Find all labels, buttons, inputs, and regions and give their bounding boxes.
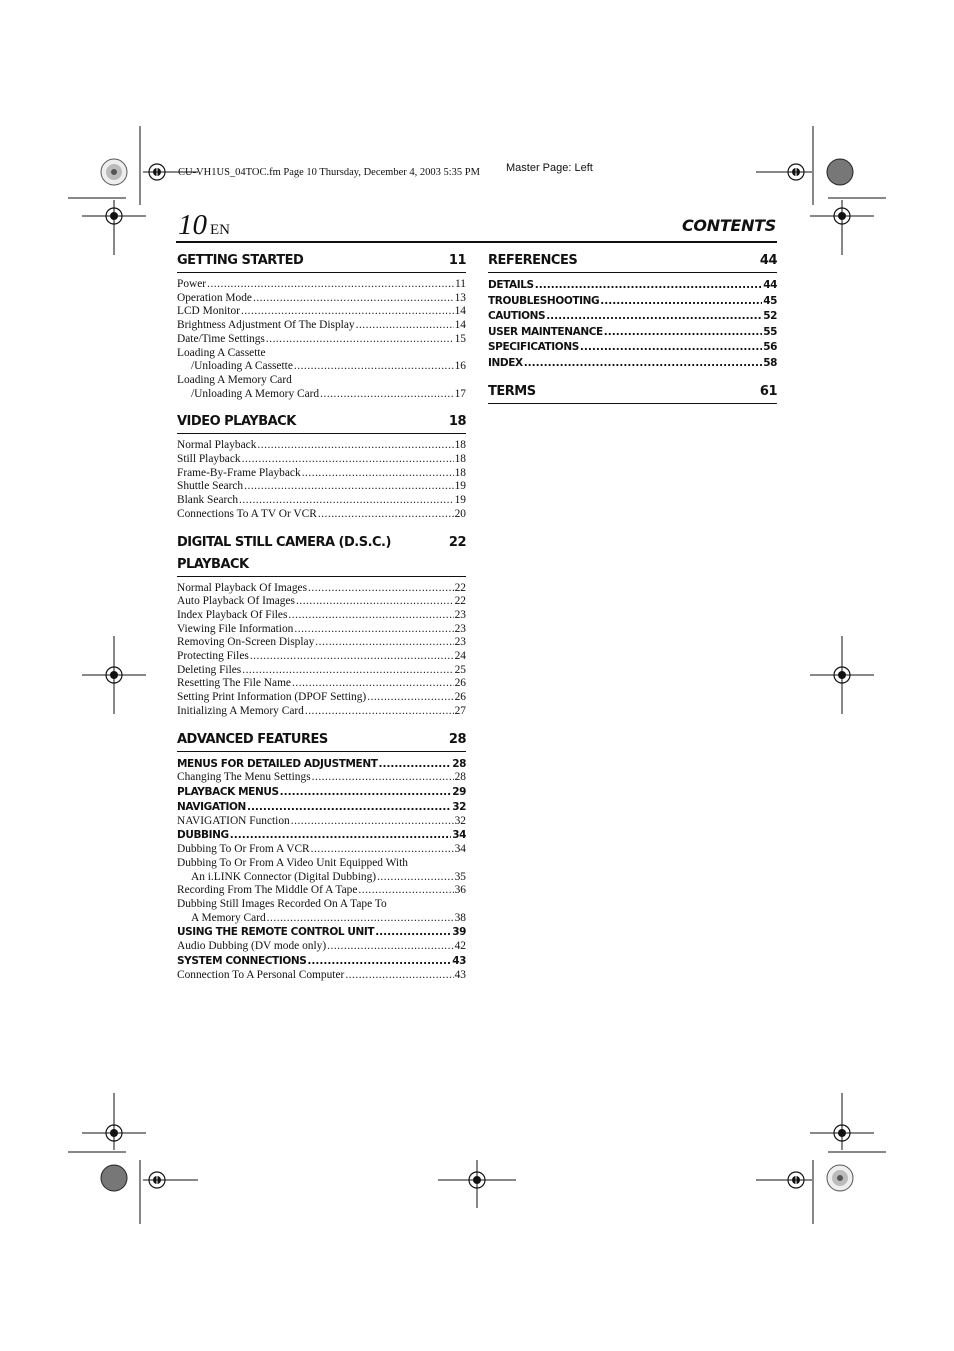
section-page: 28	[448, 731, 466, 747]
toc-entry-text: Changing The Menu Settings	[177, 771, 311, 784]
dot-leader	[345, 969, 453, 983]
toc-section-getting-started	[177, 250, 466, 401]
dot-leader	[250, 650, 454, 664]
section-page: 61	[759, 384, 777, 399]
dot-leader	[292, 677, 454, 691]
toc-entry[interactable]	[177, 757, 466, 772]
toc-entry-page: 32	[454, 814, 466, 827]
dot-leader	[257, 439, 453, 453]
title-rule	[176, 241, 777, 243]
toc-entry-page: 38	[454, 911, 466, 924]
dot-leader	[253, 292, 454, 306]
toc-entry[interactable]	[177, 609, 466, 623]
toc-entry-text: LCD Monitor	[177, 305, 240, 318]
toc-entry[interactable]	[177, 940, 466, 954]
toc-entry[interactable]	[177, 636, 466, 650]
dot-leader	[312, 771, 454, 785]
dot-leader	[315, 636, 453, 650]
toc-entry-page: 56	[763, 341, 777, 353]
dot-leader	[524, 356, 763, 372]
toc-entry-page: 52	[763, 310, 777, 322]
toc-entry-text: Deleting Files	[177, 663, 242, 676]
toc-entry-page: 17	[454, 387, 466, 400]
toc-entry[interactable]	[177, 453, 466, 467]
toc-entry[interactable]	[177, 969, 466, 983]
toc-entry-page: 20	[454, 507, 466, 520]
toc-entry[interactable]	[177, 347, 466, 361]
toc-entry-page: 18	[454, 466, 466, 479]
dot-leader	[302, 467, 454, 481]
section-page: 18	[448, 414, 466, 430]
dot-leader	[296, 595, 454, 609]
toc-entry-page: 34	[454, 843, 466, 856]
toc-entry-page: 26	[454, 691, 466, 704]
toc-entry-page: 27	[454, 704, 466, 717]
toc-entry-text: Protecting Files	[177, 650, 249, 663]
toc-section-advanced-features	[177, 729, 466, 983]
toc-entry[interactable]	[177, 664, 466, 678]
toc-section-terms	[488, 381, 777, 404]
section-heading[interactable]	[177, 411, 466, 434]
toc-entry[interactable]	[177, 494, 466, 508]
dot-leader	[244, 480, 453, 494]
section-heading[interactable]	[488, 381, 777, 404]
toc-entry-page: 22	[454, 581, 466, 594]
section-title: TERMS	[488, 384, 536, 399]
toc-entry-page: 29	[452, 786, 466, 799]
toc-entry-page: 35	[454, 870, 466, 883]
dot-leader	[311, 843, 454, 857]
dot-leader	[600, 294, 762, 310]
toc-entry-text: Loading A Cassette	[177, 346, 266, 359]
toc-entry[interactable]	[177, 582, 466, 596]
toc-entry-page: 39	[452, 926, 466, 939]
toc-entry-text: SPECIFICATIONS	[488, 341, 579, 353]
toc-entry-text: INDEX	[488, 356, 523, 369]
toc-entry-page: 58	[763, 356, 777, 369]
toc-entry-page: 18	[454, 453, 466, 466]
toc-entry-page: 18	[454, 439, 466, 452]
toc-entry-page: 55	[763, 325, 777, 338]
page-title: CONTENTS	[681, 216, 776, 235]
toc-entry[interactable]	[177, 650, 466, 664]
toc-entry-page: 44	[763, 279, 777, 291]
toc-entry-text: /Unloading A Cassette	[191, 360, 293, 373]
toc-entry-text: Audio Dubbing (DV mode only)	[177, 940, 327, 953]
dot-leader	[247, 800, 451, 815]
toc-entry-text: /Unloading A Memory Card	[191, 387, 320, 400]
section-page: 22	[448, 534, 466, 550]
toc-entry[interactable]	[177, 508, 466, 522]
dot-leader	[356, 319, 454, 333]
toc-entry-text: DUBBING	[177, 829, 229, 842]
dot-leader	[378, 757, 451, 772]
dot-leader	[327, 940, 453, 954]
toc-entry[interactable]	[488, 294, 777, 310]
page-number-value: 10	[178, 209, 207, 241]
toc-entry[interactable]	[177, 319, 466, 333]
dot-leader	[267, 912, 454, 926]
section-title: REFERENCES	[488, 253, 578, 268]
toc-entry-page: 24	[454, 650, 466, 663]
toc-entry-text: Still Playback	[177, 453, 241, 466]
toc-entry[interactable]	[177, 785, 466, 800]
toc-entry-text: Viewing File Information	[177, 622, 294, 635]
page-language: EN	[210, 222, 230, 238]
toc-entry[interactable]	[177, 884, 466, 898]
toc-entry-text: An i.LINK Connector (Digital Dubbing)	[191, 870, 377, 883]
toc-entry-text: Index Playback Of Files	[177, 608, 288, 621]
dot-leader	[242, 453, 454, 467]
toc-entry-text: Removing On-Screen Display	[177, 636, 315, 649]
toc-entry-page: 26	[454, 677, 466, 690]
toc-entry-page: 36	[454, 884, 466, 897]
toc-entry-text: Date/Time Settings	[177, 332, 265, 345]
dot-leader	[546, 309, 762, 325]
toc-entry[interactable]	[177, 360, 466, 374]
toc-entry-text: Shuttle Search	[177, 480, 244, 493]
toc-entry-page: 13	[454, 291, 466, 304]
dot-leader	[207, 278, 454, 292]
dot-leader	[241, 305, 454, 319]
toc-entry-page: 22	[454, 595, 466, 608]
toc-entry[interactable]	[177, 815, 466, 829]
toc-entry[interactable]	[177, 771, 466, 785]
section-title: GETTING STARTED	[177, 253, 304, 268]
toc-entry[interactable]	[177, 954, 466, 969]
toc-entry-page: 28	[454, 771, 466, 784]
section-heading[interactable]	[177, 250, 466, 273]
section-heading[interactable]	[488, 250, 777, 273]
toc-entry[interactable]	[488, 356, 777, 372]
toc-entry-text: Dubbing Still Images Recorded On A Tape To	[177, 897, 387, 910]
dot-leader	[320, 388, 453, 402]
toc-entry-text: TROUBLESHOOTING	[488, 294, 600, 307]
toc-entry[interactable]	[177, 843, 466, 857]
dot-leader	[375, 925, 451, 940]
dot-leader	[307, 954, 451, 969]
toc-entry-page: 34	[452, 829, 466, 842]
dot-leader	[294, 623, 453, 637]
dot-leader	[305, 705, 454, 719]
toc-entry[interactable]	[177, 898, 466, 912]
toc-entry-text: Normal Playback Of Images	[177, 581, 308, 594]
toc-entry-page: 43	[454, 968, 466, 981]
dot-leader	[288, 609, 453, 623]
toc-entry[interactable]	[177, 691, 466, 705]
toc-entry-text: Frame-By-Frame Playback	[177, 466, 301, 479]
toc-entry-text: Normal Playback	[177, 439, 257, 452]
toc-section-video-playback	[177, 411, 466, 521]
toc-entry-text: Loading A Memory Card	[177, 373, 292, 386]
toc-entry-page: 45	[763, 294, 777, 307]
toc-entry-page: 19	[454, 494, 466, 507]
dot-leader	[230, 828, 451, 843]
toc-entry[interactable]	[177, 623, 466, 637]
toc-entry-text: NAVIGATION	[177, 800, 246, 813]
toc-entry-text: MENUS FOR DETAILED ADJUSTMENT	[177, 757, 378, 770]
toc-entry[interactable]	[177, 439, 466, 453]
toc-entry-page: 23	[454, 622, 466, 635]
toc-entry-page: 28	[452, 757, 466, 770]
toc-entry-text: Dubbing To Or From A Video Unit Equipped With	[177, 856, 408, 869]
toc-entry-text: Blank Search	[177, 494, 239, 507]
toc-entry-text: Power	[177, 278, 207, 290]
toc-entry-text: Auto Playback Of Images	[177, 595, 295, 608]
dot-leader	[308, 582, 454, 596]
section-title: ADVANCED FEATURES	[177, 731, 328, 747]
toc-entry-text: Setting Print Information (DPOF Setting)	[177, 691, 367, 704]
dot-leader	[535, 278, 762, 294]
toc-entry[interactable]	[177, 278, 466, 292]
toc-section-references	[488, 250, 777, 371]
toc-entry-text: DETAILS	[488, 279, 534, 291]
toc-entry[interactable]	[177, 857, 466, 871]
toc-entry[interactable]	[488, 278, 777, 294]
section-page: 11	[448, 253, 466, 268]
toc-entry-text: A Memory Card	[191, 911, 266, 924]
toc-entry-text: CAUTIONS	[488, 310, 546, 322]
section-title: VIDEO PLAYBACK	[177, 414, 296, 430]
toc-entry-page: 11	[455, 278, 466, 290]
dot-leader	[266, 333, 454, 347]
dot-leader	[604, 325, 762, 341]
toc-entry[interactable]	[488, 340, 777, 356]
master-page-label: Master Page: Left	[506, 162, 593, 174]
toc-entry[interactable]	[177, 800, 466, 815]
toc-entry-text: Recording From The Middle Of A Tape	[177, 884, 358, 897]
toc-entry-page: 43	[452, 954, 466, 967]
toc-entry[interactable]	[177, 480, 466, 494]
toc-entry[interactable]	[177, 828, 466, 843]
toc-entry-page: 25	[454, 663, 466, 676]
dot-leader	[580, 340, 762, 356]
toc-entry-page: 14	[454, 305, 466, 318]
toc-entry-text: Brightness Adjustment Of The Display	[177, 319, 355, 332]
toc-entry-text: Resetting The File Name	[177, 677, 291, 690]
toc-entry-text: Operation Mode	[177, 291, 252, 304]
toc-entry-text: Connection To A Personal Computer	[177, 968, 345, 981]
dot-leader	[291, 815, 454, 829]
toc-entry-page: 42	[454, 940, 466, 953]
dot-leader	[294, 360, 454, 374]
dot-leader	[377, 871, 454, 885]
toc-entry[interactable]	[177, 374, 466, 388]
dot-leader	[367, 691, 453, 705]
toc-entry[interactable]	[177, 388, 466, 402]
dot-leader	[318, 508, 454, 522]
toc-entry-page: 14	[454, 319, 466, 332]
toc-section-digital-still-camera-d-s-c-playback	[177, 532, 466, 719]
toc-entry[interactable]	[177, 871, 466, 885]
toc-entry-page: 32	[452, 800, 466, 813]
toc-entry-text: Connections To A TV Or VCR	[177, 507, 317, 520]
toc-entry[interactable]	[177, 677, 466, 691]
toc-entry-text: Initializing A Memory Card	[177, 704, 304, 717]
toc-entry-text: USER MAINTENANCE	[488, 325, 603, 338]
dot-leader	[239, 494, 454, 508]
toc-entry-page: 15	[454, 332, 466, 345]
toc-entry[interactable]	[177, 925, 466, 940]
toc-entry-text: NAVIGATION Function	[177, 814, 290, 827]
dot-leader	[242, 664, 453, 678]
toc-entry[interactable]	[177, 305, 466, 319]
dot-leader	[358, 884, 453, 898]
section-heading[interactable]	[177, 729, 466, 752]
section-heading[interactable]	[177, 532, 466, 577]
right-column	[488, 250, 777, 404]
toc-entry-page: 16	[454, 360, 466, 373]
toc-entry[interactable]	[177, 595, 466, 609]
toc-entry[interactable]	[488, 325, 777, 341]
toc-entry-text: USING THE REMOTE CONTROL UNIT	[177, 926, 375, 939]
toc-entry-page: 19	[454, 480, 466, 493]
toc-entry-page: 23	[454, 636, 466, 649]
toc-entry[interactable]	[488, 309, 777, 325]
toc-entry-text: SYSTEM CONNECTIONS	[177, 954, 307, 967]
toc-entry[interactable]	[177, 292, 466, 306]
toc-entry[interactable]	[177, 912, 466, 926]
toc-entry[interactable]	[177, 705, 466, 719]
section-page: 44	[759, 253, 777, 268]
left-column	[177, 250, 466, 992]
toc-entry[interactable]	[177, 467, 466, 481]
toc-entry-text: PLAYBACK MENUS	[177, 786, 279, 799]
toc-entry-page: 23	[454, 608, 466, 621]
file-info: CU-VH1US_04TOC.fm Page 10 Thursday, December 4, 2003 5:35 PM	[178, 167, 480, 178]
toc-entry-text: Dubbing To Or From A VCR	[177, 843, 310, 856]
toc-entry[interactable]	[177, 333, 466, 347]
dot-leader	[280, 785, 452, 800]
section-title: DIGITAL STILL CAMERA (D.S.C.) PLAYBACK	[177, 534, 391, 572]
